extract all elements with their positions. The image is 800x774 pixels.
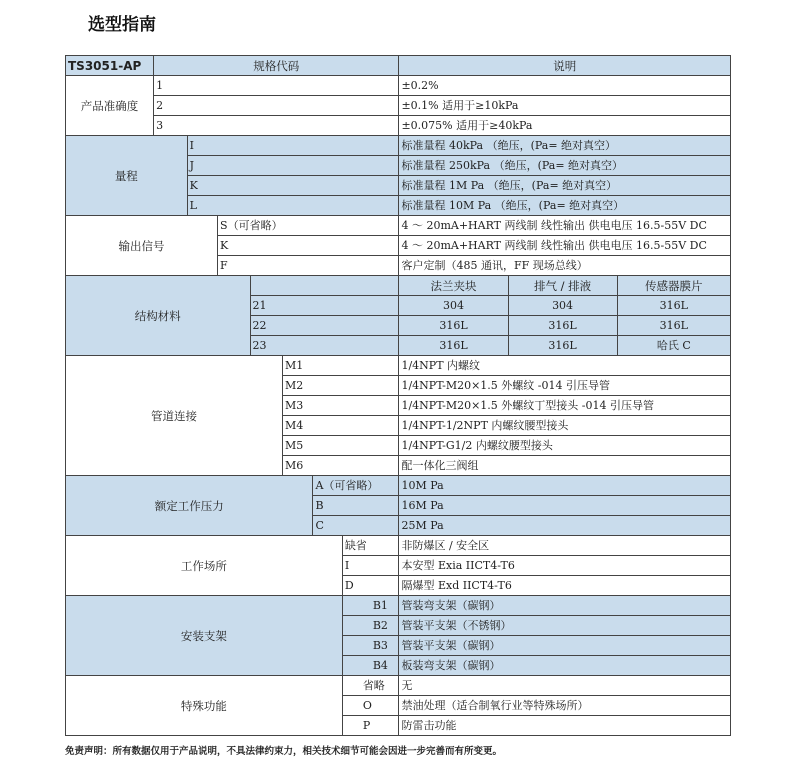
site-desc: 隔爆型 Exd IICT4-T6 <box>399 576 731 596</box>
pipe-code: M1 <box>283 356 399 376</box>
table-header-row <box>66 56 731 76</box>
material-value: 哈氏 C <box>617 336 730 356</box>
pressure-desc: 16M Pa <box>399 496 731 516</box>
bracket-desc: 管装平支架（碳钢） <box>399 636 731 656</box>
table-row <box>66 676 731 696</box>
pressure-code: C <box>313 516 399 536</box>
site-code: D <box>342 576 399 596</box>
pressure-desc: 10M Pa <box>399 476 731 496</box>
accuracy-desc: ±0.1% 适用于≥10kPa <box>399 96 731 116</box>
site-desc: 本安型 Exia IICT4-T6 <box>399 556 731 576</box>
material-header: 法兰夹块 <box>399 276 508 296</box>
material-value: 316L <box>508 316 617 336</box>
pipe-desc: 1/4NPT 内螺纹 <box>399 356 731 376</box>
material-code: 23 <box>250 336 399 356</box>
bracket-code: B4 <box>342 656 399 676</box>
pressure-label: 额定工作压力 <box>66 476 313 536</box>
range-code: K <box>187 176 399 196</box>
material-header: 排气 / 排液 <box>508 276 617 296</box>
table-row <box>66 116 731 136</box>
special-label: 特殊功能 <box>66 676 343 736</box>
pipe-code: M5 <box>283 436 399 456</box>
table-row <box>66 596 731 616</box>
disclaimer: 免责声明：所有数据仅用于产品说明，不具法律约束力，相关技术细节可能会因进一步完善而有所变更。 <box>65 746 503 757</box>
range-code: I <box>187 136 399 156</box>
bracket-desc: 管装弯支架（碳钢） <box>399 596 731 616</box>
material-code: 21 <box>250 296 399 316</box>
material-label: 结构材料 <box>66 276 251 356</box>
material-header: 传感器膜片 <box>617 276 730 296</box>
model-code: TS3051-AP <box>66 56 154 76</box>
pipe-desc: 1/4NPT-1/2NPT 内螺纹腰型接头 <box>399 416 731 436</box>
output-code: K <box>218 236 399 256</box>
accuracy-code: 2 <box>154 96 399 116</box>
range-desc: 标准量程 40kPa （绝压，(Pa= 绝对真空） <box>399 136 731 156</box>
range-desc: 标准量程 250kPa （绝压，(Pa= 绝对真空） <box>399 156 731 176</box>
site-label: 工作场所 <box>66 536 343 596</box>
table-row <box>66 536 731 556</box>
range-desc: 标准量程 1M Pa （绝压，(Pa= 绝对真空） <box>399 176 731 196</box>
output-code: S（可省略） <box>218 216 399 236</box>
special-desc: 无 <box>399 676 731 696</box>
accuracy-code: 3 <box>154 116 399 136</box>
range-code: L <box>187 196 399 216</box>
pressure-desc: 25M Pa <box>399 516 731 536</box>
pipe-code: M2 <box>283 376 399 396</box>
material-code-blank <box>250 276 399 296</box>
special-code: 省略 <box>342 676 399 696</box>
range-code: J <box>187 156 399 176</box>
material-code: 22 <box>250 316 399 336</box>
table-row <box>66 356 731 376</box>
pipe-code: M4 <box>283 416 399 436</box>
table-row <box>66 136 731 156</box>
output-label: 输出信号 <box>66 216 218 276</box>
range-label: 量程 <box>66 136 188 216</box>
bracket-desc: 板装弯支架（碳钢） <box>399 656 731 676</box>
pipe-desc: 1/4NPT-M20×1.5 外螺纹丁型接头 -014 引压导管 <box>399 396 731 416</box>
selection-table <box>65 55 731 736</box>
accuracy-code: 1 <box>154 76 399 96</box>
code-column-header: 规格代码 <box>154 56 399 76</box>
site-code: I <box>342 556 399 576</box>
output-desc: 4 ～ 20mA+HART 两线制 线性输出 供电电压 16.5-55V DC <box>399 216 731 236</box>
table-row <box>66 96 731 116</box>
range-desc: 标准量程 10M Pa （绝压，(Pa= 绝对真空） <box>399 196 731 216</box>
accuracy-desc: ±0.075% 适用于≥40kPa <box>399 116 731 136</box>
output-desc: 客户定制（485 通讯，FF 现场总线） <box>399 256 731 276</box>
material-value: 304 <box>399 296 508 316</box>
special-code: O <box>342 696 399 716</box>
bracket-code: B1 <box>342 596 399 616</box>
material-value: 304 <box>508 296 617 316</box>
pressure-code: A（可省略） <box>313 476 399 496</box>
page-title: 选型指南 <box>88 15 156 35</box>
bracket-desc: 管装平支架（不锈钢） <box>399 616 731 636</box>
pipe-label: 管道连接 <box>66 356 283 476</box>
pipe-code: M3 <box>283 396 399 416</box>
material-value: 316L <box>399 336 508 356</box>
table-row <box>66 476 731 496</box>
output-code: F <box>218 256 399 276</box>
site-code: 缺省 <box>342 536 399 556</box>
special-desc: 防雷击功能 <box>399 716 731 736</box>
pipe-code: M6 <box>283 456 399 476</box>
pipe-desc: 1/4NPT-M20×1.5 外螺纹 -014 引压导管 <box>399 376 731 396</box>
description-column-header: 说明 <box>399 56 731 76</box>
material-value: 316L <box>617 296 730 316</box>
site-desc: 非防爆区 / 安全区 <box>399 536 731 556</box>
table-row <box>66 76 731 96</box>
bracket-code: B2 <box>342 616 399 636</box>
pipe-desc: 1/4NPT-G1/2 内螺纹腰型接头 <box>399 436 731 456</box>
pipe-desc: 配一体化三阀组 <box>399 456 731 476</box>
material-value: 316L <box>508 336 617 356</box>
pressure-code: B <box>313 496 399 516</box>
table-row <box>66 216 731 236</box>
accuracy-desc: ±0.2% <box>399 76 731 96</box>
output-desc: 4 ～ 20mA+HART 两线制 线性输出 供电电压 16.5-55V DC <box>399 236 731 256</box>
bracket-label: 安装支架 <box>66 596 343 676</box>
bracket-code: B3 <box>342 636 399 656</box>
accuracy-label: 产品准确度 <box>66 76 154 136</box>
material-value: 316L <box>399 316 508 336</box>
table-row <box>66 276 731 296</box>
special-code: P <box>342 716 399 736</box>
material-value: 316L <box>617 316 730 336</box>
special-desc: 禁油处理（适合制氧行业等特殊场所） <box>399 696 731 716</box>
